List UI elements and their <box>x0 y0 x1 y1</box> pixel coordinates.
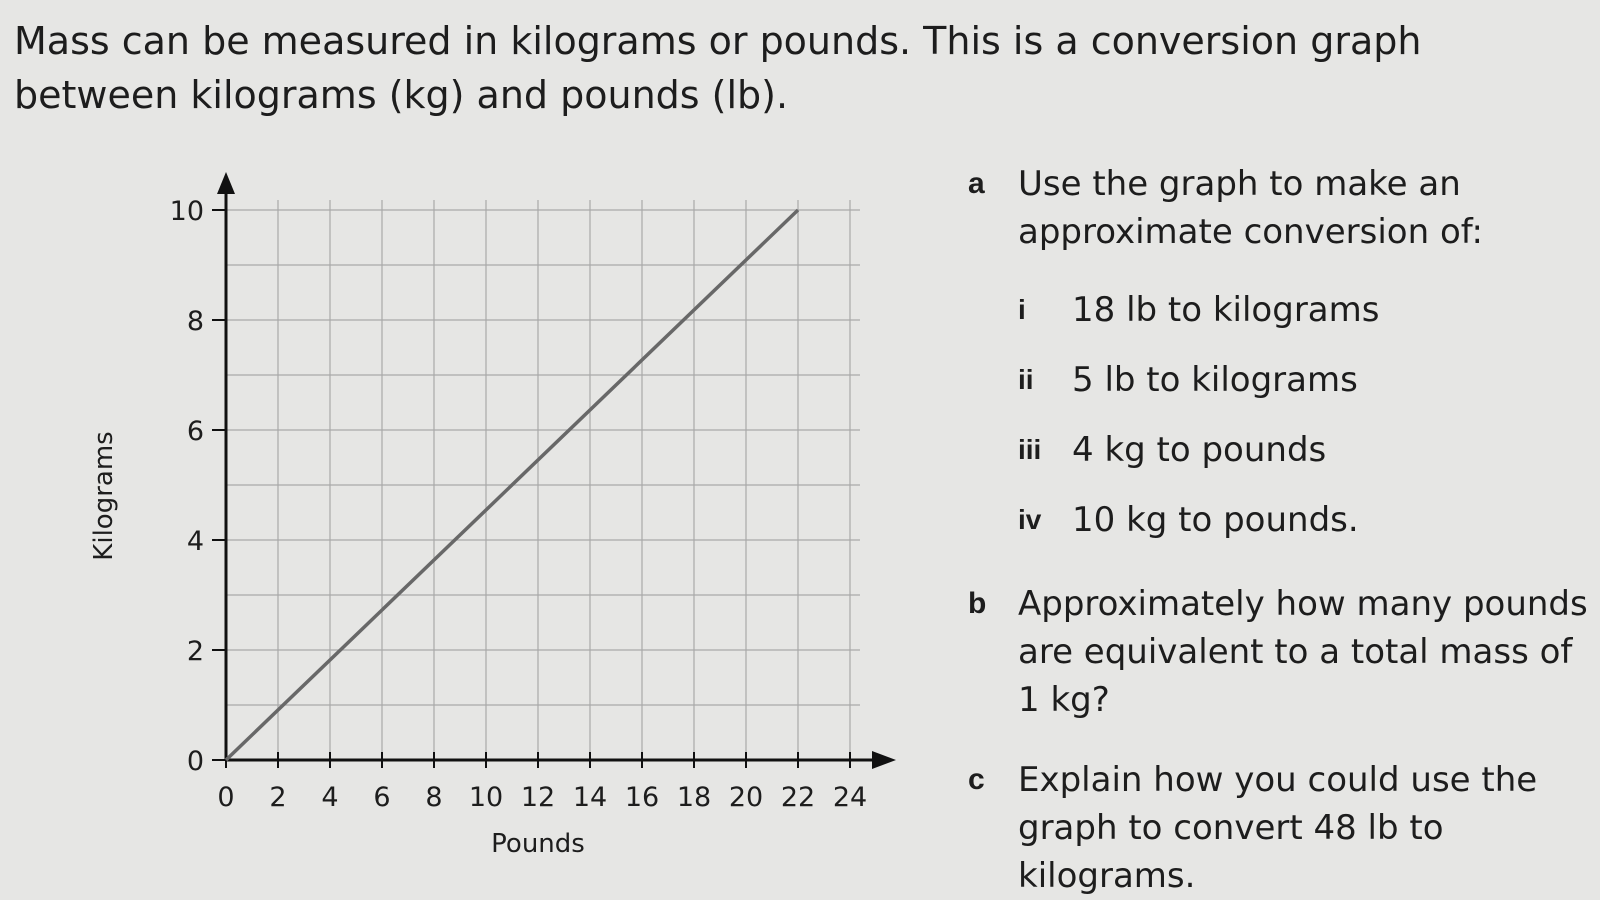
question-a-item-iv <box>1018 496 1598 544</box>
item-text: 18 lb to kilograms <box>1072 290 1380 330</box>
x-tick-label: 12 <box>520 782 556 813</box>
x-axis-label: Pounds <box>491 829 585 859</box>
x-tick-label: 2 <box>269 782 287 813</box>
item-text: 4 kg to pounds <box>1072 430 1327 470</box>
item-number: iv <box>1018 504 1042 535</box>
item-number: ii <box>1018 364 1034 395</box>
x-axis-arrow <box>872 751 896 769</box>
question-b-text: Approximately how many pounds are equivalent to a total mass of 1 kg? <box>1018 584 1588 720</box>
conversion-graph <box>60 160 920 870</box>
x-tick-label: 0 <box>217 782 235 813</box>
y-tick-label: 0 <box>186 746 204 777</box>
y-tick-label: 8 <box>186 306 204 337</box>
y-tick-label: 6 <box>186 416 204 447</box>
y-tick-label: 2 <box>186 636 204 667</box>
intro-text: Mass can be measured in kilograms or pounds. This is a conversion graph between kilograms (kg) and pounds (lb). <box>14 19 1422 117</box>
x-tick-label: 4 <box>321 782 339 813</box>
x-tick-label: 8 <box>425 782 443 813</box>
question-a-text: Use the graph to make an approximate conversion of: <box>1018 164 1483 252</box>
question-a-item-iii <box>1018 426 1598 474</box>
x-tick-label: 14 <box>572 782 608 813</box>
x-tick-label: 6 <box>373 782 391 813</box>
question-c-text: Explain how you could use the graph to convert 48 lb to kilograms. <box>1018 760 1538 896</box>
question-a-letter: a <box>968 167 985 200</box>
y-tick-label: 4 <box>186 526 204 557</box>
x-tick-label: 18 <box>676 782 712 813</box>
y-axis-arrow <box>217 172 235 194</box>
item-number: i <box>1018 294 1026 325</box>
x-tick-label: 24 <box>832 782 868 813</box>
question-a-item-i <box>1018 286 1598 334</box>
y-tick-label: 10 <box>169 196 204 227</box>
item-number: iii <box>1018 434 1042 465</box>
x-tick-label: 20 <box>728 782 764 813</box>
y-axis-label: Kilograms <box>89 431 119 561</box>
item-text: 10 kg to pounds. <box>1072 500 1359 540</box>
question-c-letter: c <box>968 763 985 796</box>
x-tick-label: 16 <box>624 782 660 813</box>
item-text: 5 lb to kilograms <box>1072 360 1358 400</box>
question-a-item-ii <box>1018 356 1598 404</box>
x-tick-label: 22 <box>780 782 816 813</box>
x-tick-label: 10 <box>468 782 504 813</box>
question-b-letter: b <box>968 587 987 620</box>
